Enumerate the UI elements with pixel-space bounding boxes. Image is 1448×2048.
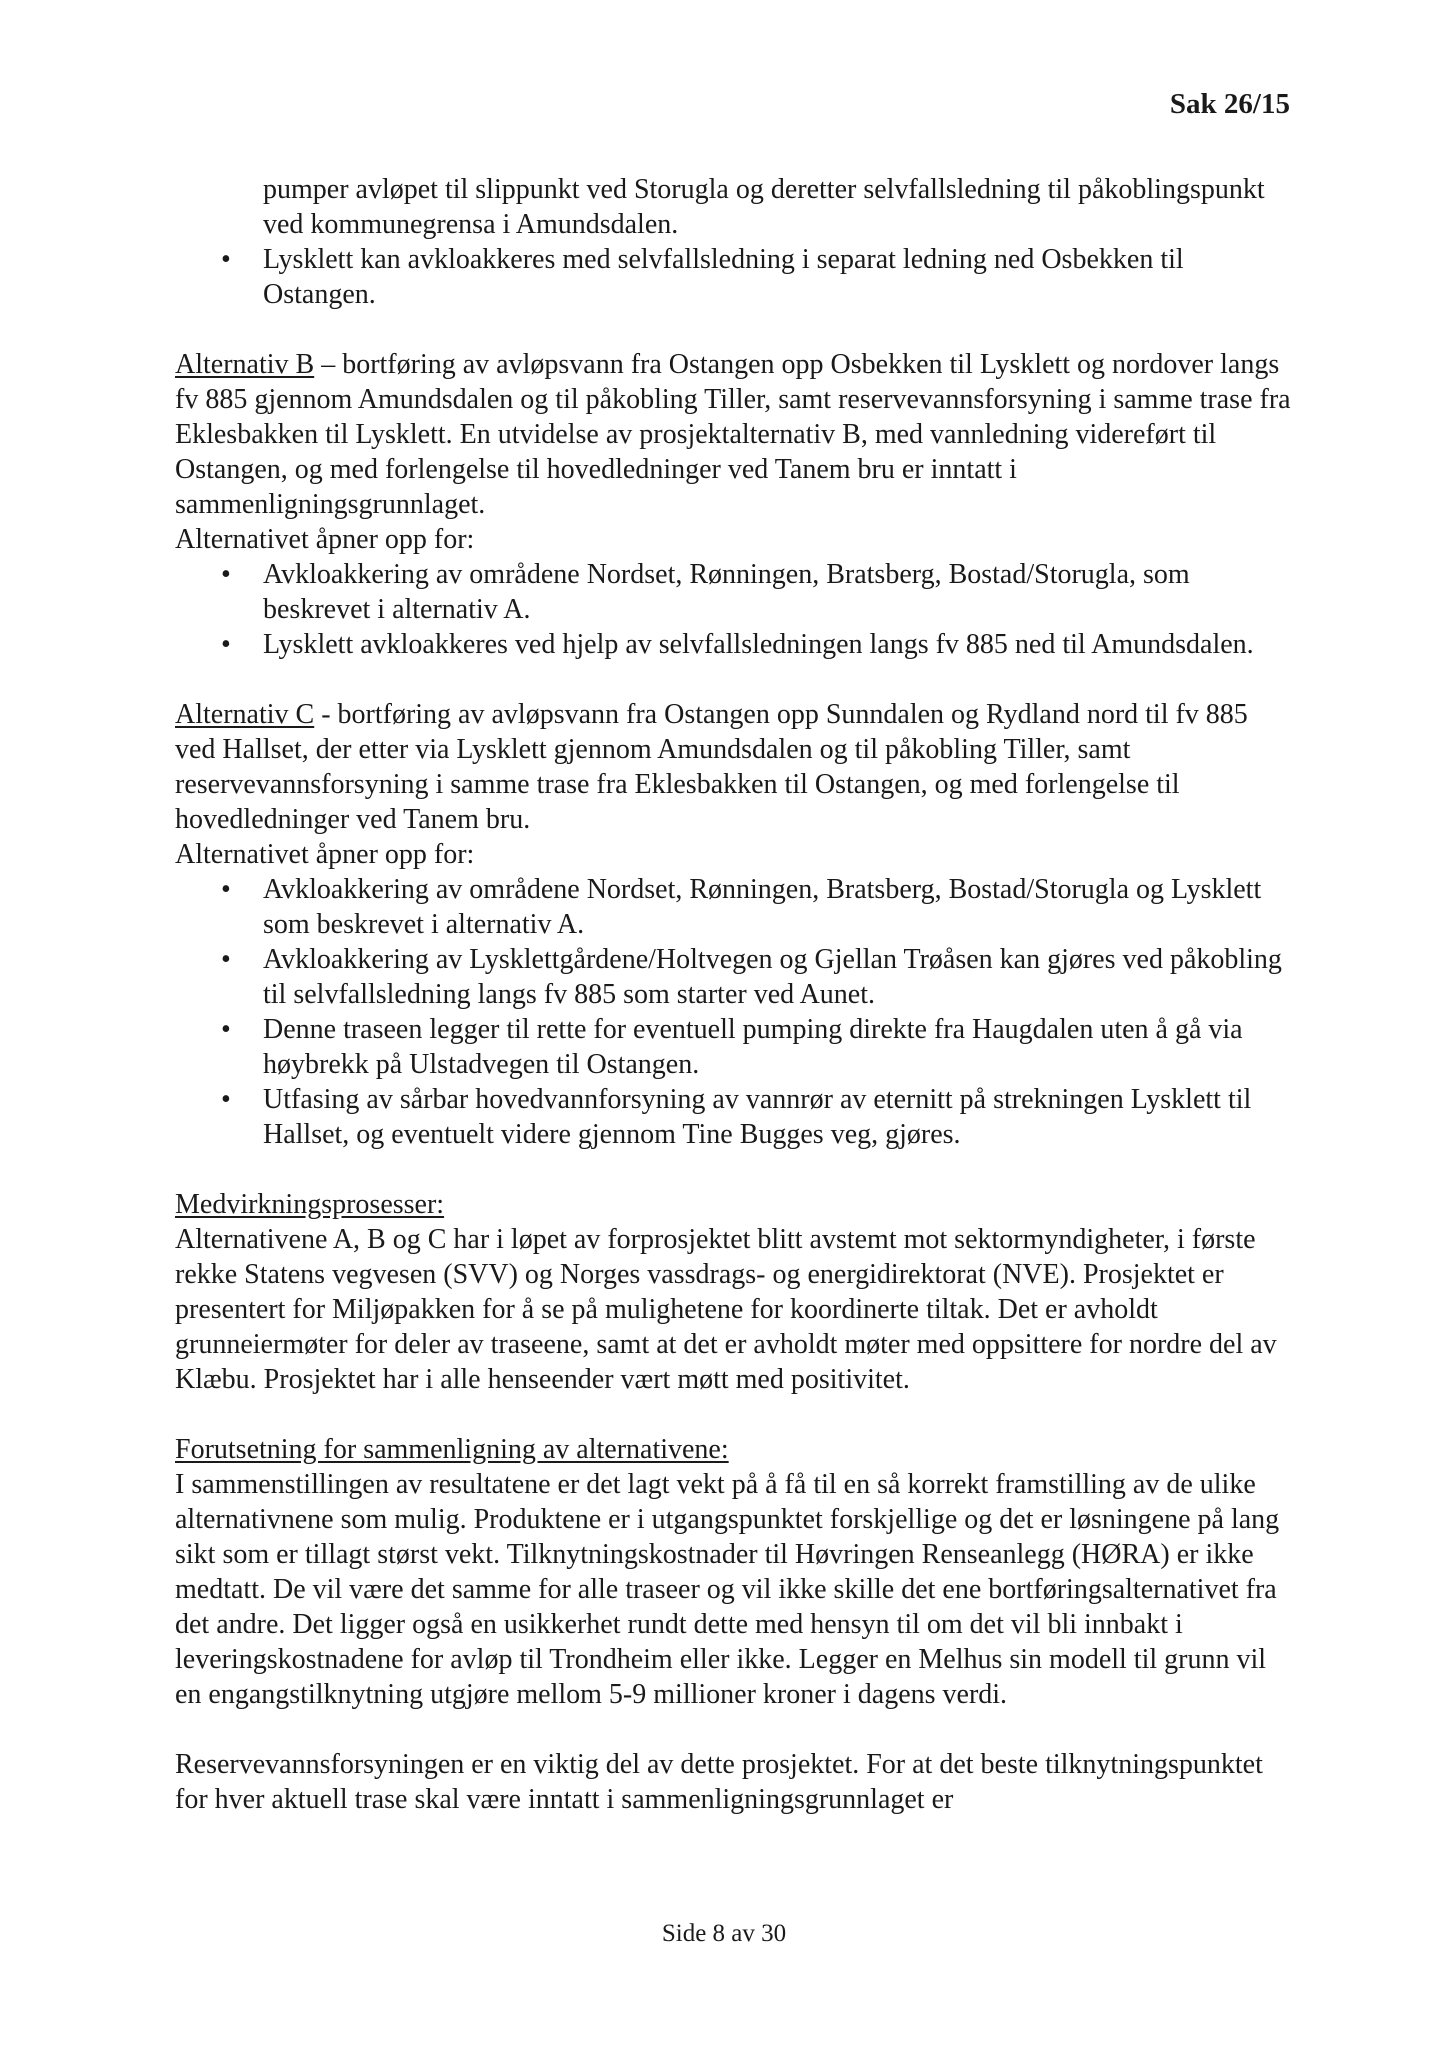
alternative-c-bullet-list: [175, 872, 1295, 1152]
alternative-b-bullet-list: [175, 557, 1295, 662]
page-content: [175, 172, 1295, 1817]
alternative-c-label: Alternativ C: [175, 699, 315, 730]
alternative-b-paragraph: [175, 347, 1295, 522]
forutsetning-heading: Forutsetning for sammenligning av alternativene:: [175, 1434, 729, 1465]
bullet-icon: •: [221, 559, 231, 590]
forutsetning-text: I sammenstillingen av resultatene er det lagt vekt på å få til en så korrekt framstilling av de ulike alternativnene som mulig. Produktene er i utgangspunktet forskjellige og det er løsningene på lang sikt som er tillagt størst vekt. Tilknytningskostnader til Høvringen Renseanlegg (HØRA) er ikke medtatt. De vil være det samme for alle traseer og vil ikke skille det ene bortføringsalternativet fra det andre. Det ligger også en usikkerhet rundt dette med hensyn til om det vil bli innbakt i leveringskostnadene for avløp til Trondheim eller ikke. Legger en Melhus sin modell til grunn vil en engangstilknytning utgjøre mellom 5-9 millioner kroner i dagens verdi.: [175, 1469, 1280, 1710]
list-item: • Denne traseen legger til rette for eventuell pumping direkte fra Haugdalen uten å gå via høybrekk på Ulstadvegen til Ostangen.: [221, 1014, 1243, 1080]
medvirkning-text: Alternativene A, B og C har i løpet av forprosjektet blitt avstemt mot sektormyndigheter, i første rekke Statens vegvesen (SVV) og Norges vassdrags- og energidirektorat (NVE). Prosjektet er presentert for Miljøpakken for å se på mulighetene for koordinerte tiltak. Det er avholdt grunneiermøter for deler av traseene, samt at det er avholdt møter med oppsittere for nordre del av Klæbu. Prosjektet har i alle henseender vært møtt med positivitet.: [175, 1224, 1277, 1395]
case-reference: Sak 26/15: [1169, 88, 1290, 120]
reserve-paragraph: Reservevannsforsyningen er en viktig del av dette prosjektet. For at det beste tilknytningspunktet for hver aktuell trase skal være inntatt i sammenligningsgrunnlaget er: [175, 1749, 1263, 1815]
bullet-icon: •: [221, 1014, 231, 1045]
alternative-c-paragraph: [175, 697, 1295, 837]
alternative-c-opens-label: Alternativet åpner opp for:: [175, 839, 475, 870]
alternative-c-text: - bortføring av avløpsvann fra Ostangen opp Sunndalen og Rydland nord til fv 885 ved Hallset, der etter via Lysklett gjennom Amundsdalen og til påkobling Tiller, samt reservevannsforsyning i samme trase fra Eklesbakken til Ostangen, og med forlengelse til hovedledninger ved Tanem bru.: [175, 699, 1248, 835]
continued-bullet-text: pumper avløpet til slippunkt ved Storugla og deretter selvfallsledning til påkoblingspunkt ved kommunegrensa i Amundsdalen.: [263, 174, 1265, 240]
alternative-b-opens-label: Alternativet åpner opp for:: [175, 524, 475, 555]
bullet-icon: •: [221, 1084, 231, 1115]
page-number: Side 8 av 30: [661, 1920, 787, 1947]
bullet-icon: •: [221, 244, 231, 275]
bullet-icon: •: [221, 874, 231, 905]
bullet-icon: •: [221, 944, 231, 975]
list-item: • Avkloakkering av områdene Nordset, Rønningen, Bratsberg, Bostad/Storugla, som beskrevet i alternativ A.: [221, 559, 1190, 625]
list-item: • Avkloakkering av områdene Nordset, Rønningen, Bratsberg, Bostad/Storugla og Lysklett som beskrevet i alternativ A.: [221, 874, 1262, 940]
bullet-icon: •: [221, 629, 231, 660]
list-item: • Utfasing av sårbar hovedvannforsyning av vannrør av eternitt på strekningen Lysklett til Hallset, og eventuelt videre gjennom Tine Bugges veg, gjøres.: [221, 1084, 1252, 1150]
list-item: • Lysklett kan avkloakkeres med selvfallsledning i separat ledning ned Osbekken til Ostangen.: [221, 244, 1184, 310]
alternative-b-label: Alternativ B: [175, 349, 315, 380]
intro-bullet-list: [175, 242, 1295, 312]
medvirkning-heading: Medvirkningsprosesser:: [175, 1189, 445, 1220]
list-item: • Avkloakkering av Lysklettgårdene/Holtvegen og Gjellan Trøåsen kan gjøres ved påkobling til selvfallsledning langs fv 885 som starter ved Aunet.: [221, 944, 1282, 1010]
list-item: • Lysklett avkloakkeres ved hjelp av selvfallsledningen langs fv 885 ned til Amundsdalen.: [221, 629, 1254, 660]
alternative-b-text: – bortføring av avløpsvann fra Ostangen opp Osbekken til Lysklett og nordover langs fv 885 gjennom Amundsdalen og til påkobling Tiller, samt reservevannsforsyning i samme trase fra Eklesbakken til Lysklett. En utvidelse av prosjektalternativ B, med vannledning videreført til Ostangen, og med forlengelse til hovedledninger ved Tanem bru er inntatt i sammenligningsgrunnlaget.: [175, 349, 1291, 520]
